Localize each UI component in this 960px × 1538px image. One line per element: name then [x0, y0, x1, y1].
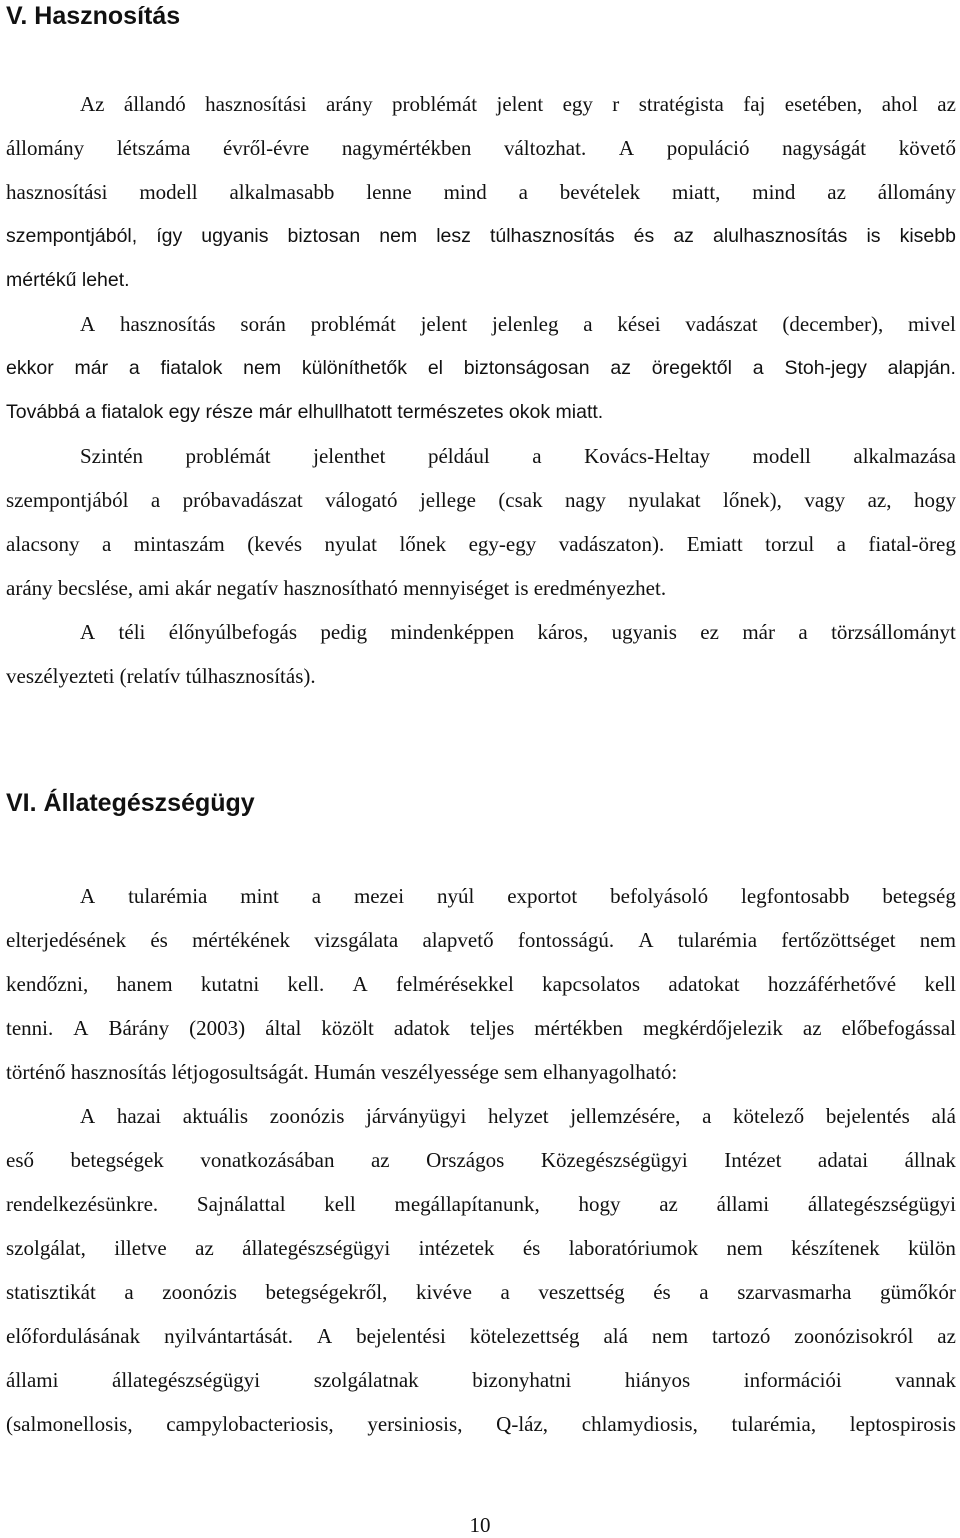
text-line: hasznosítási modell alkalmasabb lenne mind a bevételek miatt, mind az állomány	[6, 180, 956, 204]
body-text-section-6	[6, 874, 956, 1446]
text-line: veszélyezteti (relatív túlhasznosítás).	[6, 664, 316, 688]
text-line: szempontjából, így ugyanis biztosan nem lesz túlhasznosítás és az alulhasznosítás is kisebb	[6, 225, 956, 247]
paragraph-2	[6, 302, 956, 434]
text-line: szolgálat, illetve az állategészségügyi intézetek és laboratóriumok nem készítenek külön	[6, 1236, 956, 1260]
body-text-section-5	[6, 82, 956, 698]
section-heading-allategeszsegugy: VI. Állategészségügy	[6, 789, 255, 817]
text-line: történő hasznosítás létjogosultságát. Humán veszélyessége sem elhanyagolható:	[6, 1060, 678, 1084]
text-line: állami állategészségügyi szolgálatnak bizonyhatni hiányos információi vannak	[6, 1368, 956, 1392]
text-line: rendelkezésünkre. Sajnálattal kell megállapítanunk, hogy az állami állategészségügyi	[6, 1192, 956, 1216]
text-line: Szintén problémát jelenthet például a Kovács-Heltay modell alkalmazása	[80, 444, 956, 468]
text-line: A hazai aktuális zoonózis járványügyi helyzet jellemzésére, a kötelező bejelentés alá	[80, 1104, 956, 1128]
text-line: Továbbá a fiatalok egy része már elhullhatott természetes okok miatt.	[6, 401, 604, 423]
page-number: 10	[469, 1513, 491, 1537]
text-line: alacsony a mintaszám (kevés nyulat lőnek egy-egy vadászaton). Emiatt torzul a fiatal-öreg	[6, 532, 956, 556]
text-line: Az állandó hasznosítási arány problémát jelent egy r stratégista faj esetében, ahol az	[80, 92, 956, 116]
section-heading-hasznositas: V. Hasznosítás	[6, 2, 181, 30]
text-line: statisztikát a zoonózis betegségekről, kivéve a veszettség és a szarvasmarha gümőkór	[6, 1280, 956, 1304]
text-line: kendőzni, hanem kutatni kell. A felmérésekkel kapcsolatos adatokat hozzáférhetővé kell	[6, 972, 956, 996]
text-line: arány becslése, ami akár negatív hasznosítható mennyiséget is eredményezhet.	[6, 576, 667, 600]
paragraph-1	[6, 82, 956, 302]
text-line: A tularémia mint a mezei nyúl exportot befolyásoló legfontosabb betegség	[80, 884, 956, 908]
text-line: (salmonellosis, campylobacteriosis, yersiniosis, Q-láz, chlamydiosis, tularémia, leptospirosis	[6, 1412, 956, 1436]
text-line: mértékű lehet.	[6, 269, 130, 291]
text-line: A hasznosítás során problémát jelent jelenleg a kései vadászat (december), mivel	[80, 312, 956, 336]
text-line: eső betegségek vonatkozásában az Országos Közegészségügyi Intézet adatai állnak	[6, 1148, 956, 1172]
text-line: ekkor már a fiatalok nem különíthetők el biztonságosan az öregektől a Stoh-jegy alapján.	[6, 357, 956, 379]
paragraph-3	[6, 434, 956, 610]
text-line: előfordulásának nyilvántartását. A bejelentési kötelezettség alá nem tartozó zoonózisokról az	[6, 1324, 956, 1348]
text-line: A téli élőnyúlbefogás pedig mindenképpen káros, ugyanis ez már a törzsállományt	[80, 620, 956, 644]
paragraph-4	[6, 610, 956, 698]
paragraph-1	[6, 874, 956, 1094]
text-line: elterjedésének és mértékének vizsgálata alapvető fontosságú. A tularémia fertőzöttséget nem	[6, 928, 956, 952]
text-line: állomány létszáma évről-évre nagymértékben változhat. A populáció nagyságát követő	[6, 136, 956, 160]
paragraph-2	[6, 1094, 956, 1446]
text-line: szempontjából a próbavadászat válogató jellege (csak nagy nyulakat lőnek), vagy az, hogy	[6, 488, 956, 512]
text-line: tenni. A Bárány (2003) által közölt adatok teljes mértékben megkérdőjelezik az előbefogással	[6, 1016, 956, 1040]
